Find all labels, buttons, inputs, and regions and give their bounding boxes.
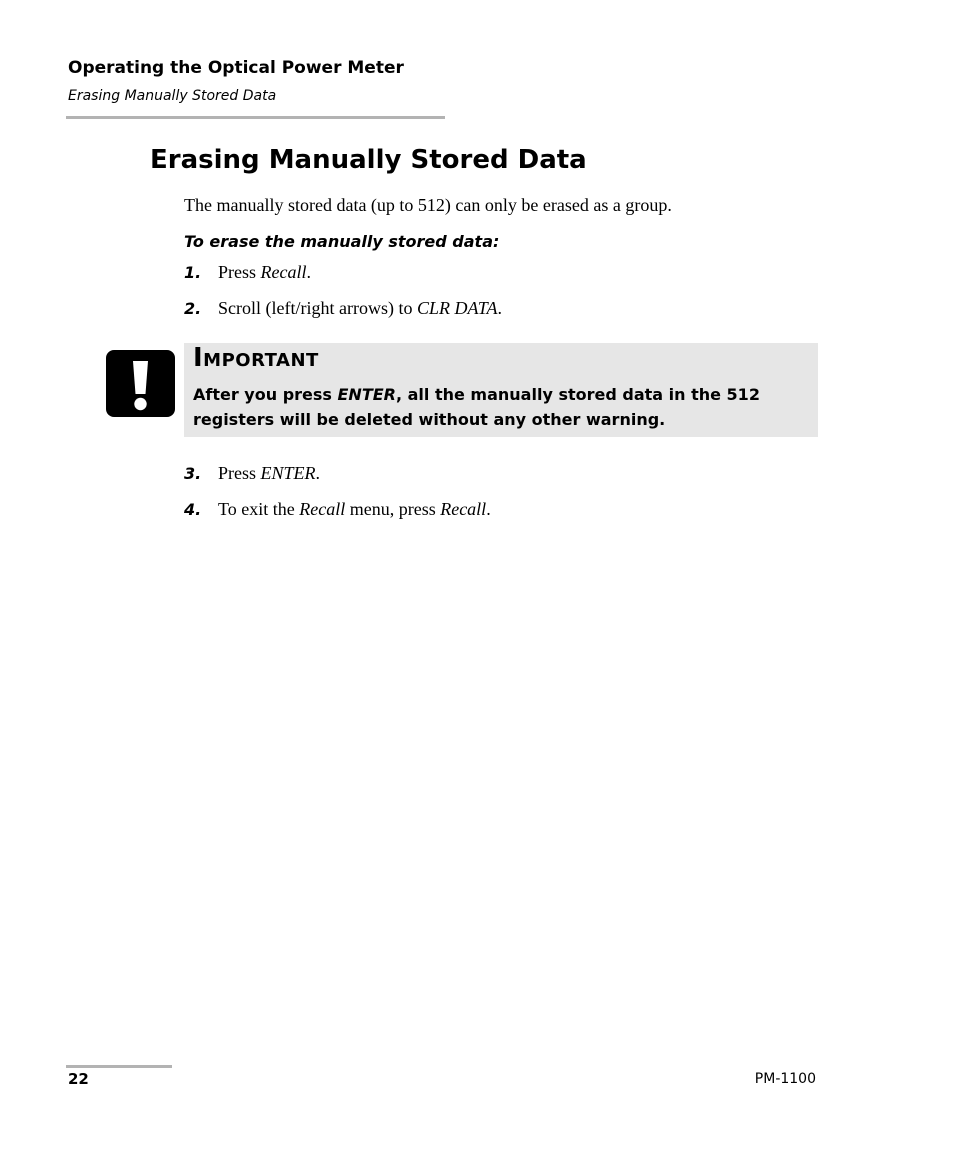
step-number: 3. <box>184 464 202 483</box>
important-title: Important <box>193 343 319 373</box>
step-4 <box>184 499 491 520</box>
running-section-subtitle: Erasing Manually Stored Data <box>68 88 277 104</box>
step-text: Scroll (left/right arrows) to CLR DATA. <box>218 298 502 318</box>
step-number: 2. <box>184 299 202 318</box>
step-1 <box>184 262 311 283</box>
step-text: Press Recall. <box>218 262 311 282</box>
step-number: 4. <box>184 500 202 519</box>
page-number: 22 <box>68 1070 89 1088</box>
procedure-title: To erase the manually stored data: <box>184 232 500 251</box>
important-text: After you press ENTER, all the manually stored data in the 512 registers will be deleted without any other warning. <box>193 385 760 429</box>
step-number: 1. <box>184 263 202 282</box>
step-3 <box>184 463 320 484</box>
running-chapter-title: Operating the Optical Power Meter <box>68 58 404 78</box>
header-rule <box>66 116 445 119</box>
intro-paragraph: The manually stored data (up to 512) can only be erased as a group. <box>184 195 672 215</box>
step-text: To exit the Recall menu, press Recall. <box>218 499 491 519</box>
section-heading: Erasing Manually Stored Data <box>150 145 587 175</box>
step-2 <box>184 298 502 319</box>
exclamation-icon <box>106 350 175 417</box>
footer-rule <box>66 1065 172 1068</box>
step-text: Press ENTER. <box>218 463 321 483</box>
product-id: PM-1100 <box>754 1071 816 1087</box>
